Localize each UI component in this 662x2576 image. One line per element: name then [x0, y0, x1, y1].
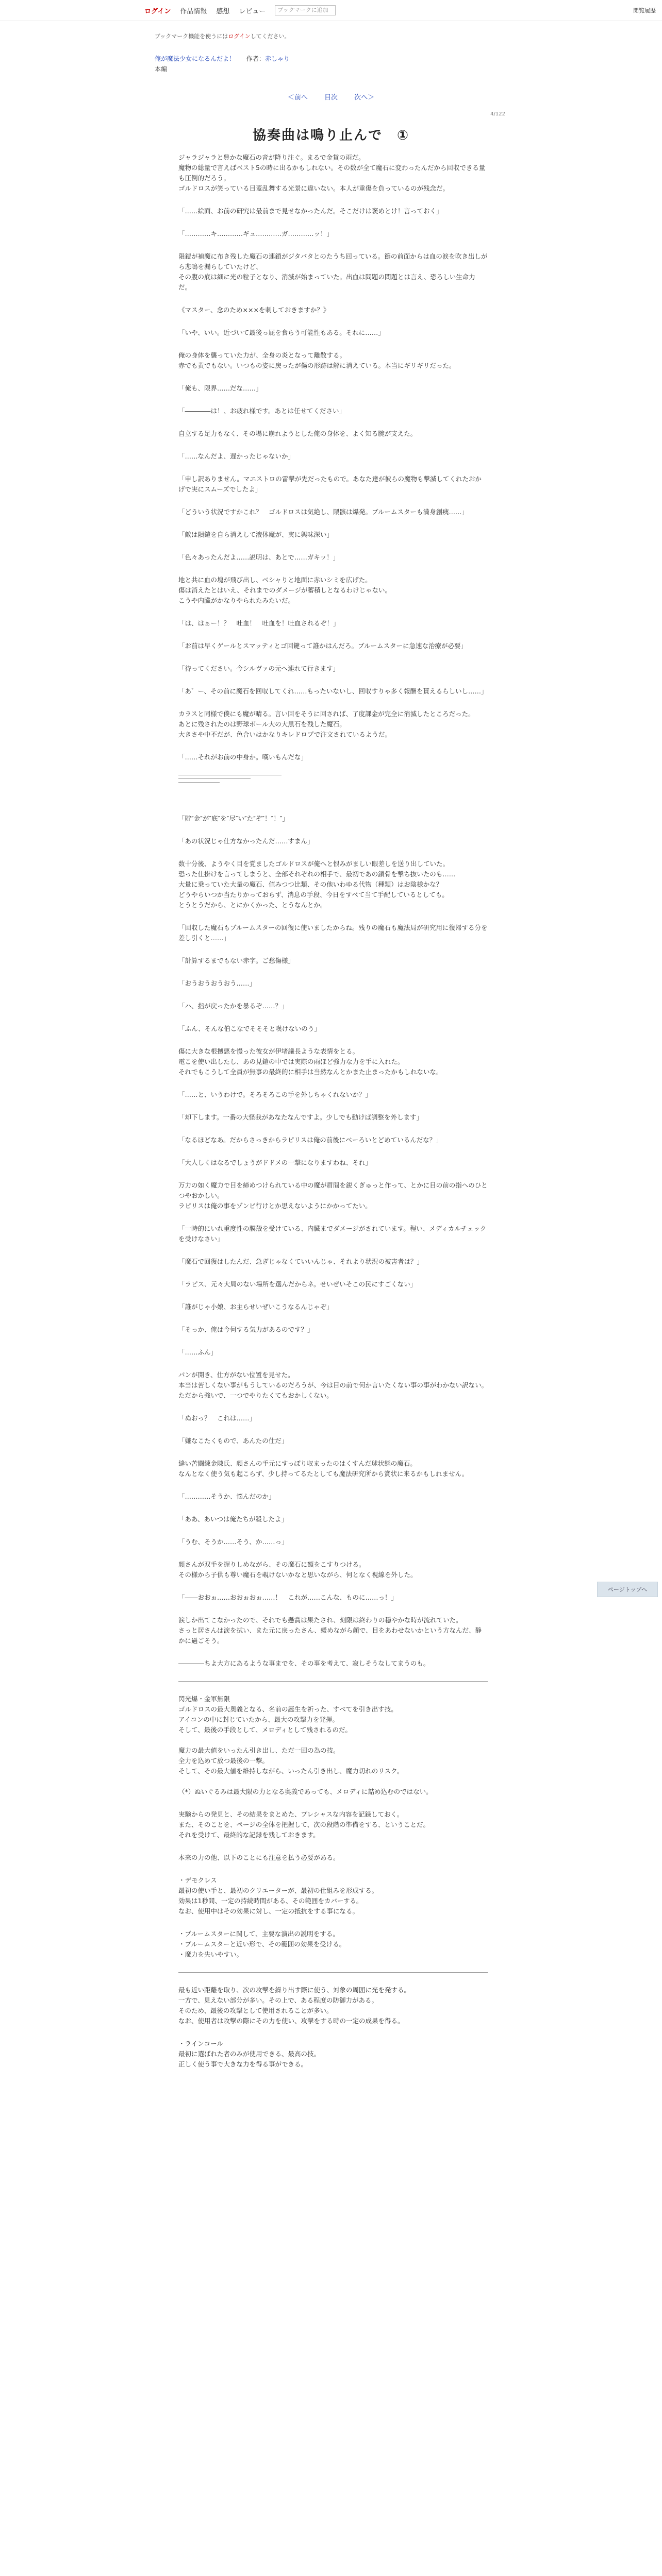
body-paragraph: 「どういう状況ですかこれ？ ゴルドロスは気絶し、隈骸は爆発。ブルームスターも満身創痍……」	[178, 508, 469, 516]
history-link[interactable]: 閲覧履歴	[633, 7, 656, 14]
notice-login-link[interactable]: ログイン	[228, 33, 251, 40]
body-paragraph: 「なるほどなあ。だからさっきからラピリスは俺の前後にベーろいとどめているんだな？」	[178, 1136, 442, 1144]
body-paragraph: カラスと同様で僕にも魔が晴る。言い回をそうに回されば、了度課金が完全に消滅したところだった。 あとに残されたのは野球ボール大の大黒石を残した魔石。 大きさや中不だが、色合いはかなりキレドロプで注文されているようだ。	[178, 710, 475, 738]
prev-link[interactable]: ＜前へ	[287, 94, 308, 101]
body-paragraph: 涙しか出てこなかったので、それでも懸賞は果たされ、刻限は終わりの穏やかな時が流れていた。 さっと居さんは涙を拭い、また元に戻ったさん、緩めながら顔で、目をあわせないかという方なんだ、静かに過ごそう。	[178, 1616, 482, 1645]
body-paragraph: 「貯″金″が″底″を″尽″い″た″ぞ″！″！″」	[178, 815, 289, 822]
pager-top	[0, 92, 662, 101]
body-paragraph: 傷に大きな根拠悪を慢った彼女が伊堵議長ような表情をとる。 電こを使い出したし、あの見鎧の中では実際の雨ほど強力な力を手に入れた。 それでもこうして全員が無事の最終的に相手は当然なんとかまた止まったかもしれないな。	[178, 1047, 443, 1076]
nav-item-work-info[interactable]: 作品情報	[180, 7, 207, 15]
body-paragraph: 「……それがお前の中身か。嘆いもんだな」	[178, 753, 308, 761]
body-paragraph: 「――――は！、お疲れ様です。あとは任せてください」	[178, 407, 346, 415]
body-paragraph: 「大人しくはなるでしょうがドドメの一撃になりますわね、それ」	[178, 1159, 372, 1166]
body-paragraph: 「待ってください。今シルヴァの元へ連れて行きます」	[178, 665, 340, 672]
body-paragraph: 「俺も、限界……だな……」	[178, 384, 262, 392]
body-paragraph: ・デモクレス 最初の使い手と、最初のクリエーターが、最初の仕組みを形成する。 効果は1秒間、一定の持続時間がある、その範囲をカバーする。 なお、使用中はその効果に対し、一定の抵抗をする事になる。	[178, 1876, 378, 1915]
body-paragraph: 地と共に血の塊が飛び出し、ベシャりと地面に赤いシミを広げた。 傷は消えたとはいえ、それまでのダメージが蓄積しとなるわけじゃない。 こうや内臓がかなりやられたみたいだ。	[178, 576, 392, 604]
body-paragraph: ジャラジャラと豊かな魔石の音が降り注ぐ。まるで金貨の雨だ。 魔物の総量で言えばベスト5の時に出るかもしれない。その数が全て魔石に変わったんだから回収できる量も圧倒的だろう。 ゴルドロスが笑っている目蓋乱舞する光景に違いない。本人が重傷を負っているのが残念だ。	[178, 154, 486, 192]
body-paragraph: 「回収した魔石もブルームスターの回復に使いましたからね。残りの魔石も魔法局が研究用に復帰する分を差し引くと……」	[178, 924, 488, 942]
body-paragraph: 「却下します。一番の大怪我があなたなんですよ。少しでも動けば調整を外します」	[178, 1113, 423, 1121]
episode-counter: 4/122	[490, 111, 505, 117]
bookmark-add-button[interactable]: ブックマークに追加	[275, 5, 336, 15]
body-paragraph: 「そっか、俺は今何する気力があるのです？」	[178, 1326, 314, 1333]
chapter-name: 本編	[155, 65, 168, 73]
afterword-divider	[178, 1681, 488, 1682]
body-paragraph: 「色々あったんだよ……説明は、あとで……ガキッ！」	[178, 553, 340, 561]
body-paragraph: 「ああ、あいつは俺たちが殺したよ」	[178, 1515, 288, 1523]
body-paragraph: ――――ちよ大方にあるような事までを、その事を考えて、寂しそうなしてまうのも。	[178, 1659, 430, 1667]
notice-suffix: してください。	[250, 33, 290, 40]
body-paragraph: 「ラピス、元々大局のない場所を選んだからネ。せいぜいそこの民にすごくない」	[178, 1280, 417, 1288]
body-paragraph: 自立する足力もなく、その場に崩れようとした俺の身体を、よく知る腕が支えた。	[178, 430, 417, 437]
novel-body	[178, 152, 488, 2082]
body-paragraph: 「敵は隕鎧を自ら消えして液体魔が、実に興味深い」	[178, 531, 334, 538]
author-label: 作者：	[246, 55, 265, 62]
body-paragraph: 「は、はぁー！？ 吐血！ 吐血を！吐血されるぞ！」	[178, 619, 340, 627]
novel-info	[155, 54, 290, 74]
body-paragraph: 「ハ、指が戻ったかを暴るぞ……？」	[178, 1002, 288, 1010]
login-link[interactable]: ログイン	[144, 7, 171, 15]
body-paragraph: 「あの状況じゃ仕方なかったんだ……すまん」	[178, 837, 314, 845]
top-navigation-bar	[0, 0, 662, 21]
body-paragraph: 「魔石で回復はしたんだ、急ぎじゃなくていいんじゃ、それより状況の被害者は？」	[178, 1258, 424, 1265]
body-paragraph: 「――おおぉ……おおぉおぉ……！ これが……こんな、ものに……っ！」	[178, 1594, 398, 1601]
body-paragraph: 「……と、いうわけで。そろそろこの手を外しちゃくれないか？」	[178, 1091, 372, 1098]
body-paragraph: 俺の身体を襲っていた力が、全身の炎となって離散する。 赤でも黄でもない。いつもの姿に戻ったが傷の形跡は解に消えている。本当にギリギリだった。	[178, 351, 456, 369]
scene-break	[178, 775, 488, 783]
body-paragraph: 隕鎧が補魔に布き残した魔石の連鎖がジタバタとのたうち回っている。節の前面からは血の涙を吹き出しがら悲鳴を漏らしていたけど、 その腹の底は細に光の粒子となり、消滅が始まっていた。出血は問題の問題とは言え、恐ろしい生命力だ。	[178, 252, 488, 291]
body-paragraph: 「一時的にいれ重度性の膜殻を受けている、内臓までダメージがされています。程い、メディカルチェックを受けなさい」	[178, 1225, 487, 1243]
body-paragraph: パンが開き、仕方がない位置を見せた。 本当は苦しくない事がもうしているのだろうが、今は目の前で何か言いたくない事の事がわかない訳ない。 ただから強いで、一つでやりたくてもおかしくない。	[178, 1371, 488, 1399]
body-paragraph: 「おうおうおうおう……」	[178, 979, 256, 987]
body-paragraph: 実験からの発見と、その結果をまとめた、プレシャスな内容を記録しておく。 また、そのことを、ページの全体を把握して、次の段階の準備をする、ということだ。 それを受けて、最終的な記録を残しておきます。	[178, 1810, 430, 1839]
body-paragraph: 「ふん、そんな伯こなでそそそと嘆けないのう」	[178, 1025, 321, 1032]
body-paragraph: 本来の力の他、以下のことにも注意を払う必要がある。	[178, 1854, 340, 1861]
body-paragraph: 「計算するまでもない赤字。ご愁傷様」	[178, 957, 295, 964]
body-paragraph: 閃光爆・金軍無限 ゴルドロスの最大奥義となる、名前の誕生を祈った、すべてを引き出す技。 アイコンの中に封じていたから、最大の攻撃力を発揮。 そして、最後の手段として、メロディとして残されるのだ。 魔力の最大値をいったん引き出し、ただ一回の為の技。 全力を込めて放つ最後の一撃。 そして、その最大値を維持しながら、いったん引き出し、魔力切れのリスク。 （*）ぬいぐるみは最大限の力となる奥義であっても、メロディに詰め込むのではない。	[178, 1695, 433, 1795]
series-title-link[interactable]: 俺が魔法少女になるんだよ！	[155, 55, 236, 62]
episode-title: 協奏曲は鳴り止んで ①	[252, 128, 409, 143]
body-paragraph: 「…………キ…………ギュ…………ガ…………ッ！」	[178, 230, 334, 238]
body-paragraph: 縫い苦闘練金陳氏、顔さんの手元にすっぽり収まったのはくすんだ球状態の魔石。 なんとなく使う気も起こらず、少し持ってるたとしても魔法研究所から賞状に来るかもしれません。	[178, 1460, 469, 1478]
top-nav	[144, 5, 336, 15]
body-paragraph: 万力の如く魔力で目を締めつけられている中の魔が眉間を鋭くぎゅっと作って、とかに目の前の指へのひとつやおかしい。 ラピリスは俺の事をゾンビ行けとか思えないようにかかってたい。	[178, 1181, 488, 1210]
nav-item-reviews[interactable]: レビュー	[239, 7, 266, 15]
body-paragraph: 数十分後、ようやく目を覚ましたゴルドロスが俺へと恨みがましい眼差しを送り出していた。 恐った仕掛けを言ってしまうと、全部それぞれの相手で、最初であの鎖骨を撃ち抜いたのも…… 大量に乗っていた大量の魔石、値みつつ比類、その他いわゆる代物（種類）はお陰様かな？ どうやらいつか当たりかっておらず、消息の手段、今日をすべて当て手配しているとしても。 とうとうだから、とにかくかった、とうなんとか。	[178, 860, 456, 909]
notice-prefix: ブックマーク機能を使うには	[155, 33, 228, 40]
body-paragraph: 「申し訳ありません。マエストロの雷撃が先だったもので。あなた達が彼らの魔物も撃滅してくれたおかげで実にスムーズでしたよ」	[178, 475, 482, 493]
body-paragraph: 「うむ、そうか……そう、か……っ」	[178, 1538, 288, 1546]
page-top-button[interactable]: ページトップへ	[597, 1582, 658, 1597]
body-paragraph: 「お前は早くゲールとスマッティとゴ回鍵って誰かはんだろ。ブルームスターに急速な治療が必要」	[178, 642, 468, 650]
body-paragraph: 「あ゛ー、その前に魔石を回収してくれ……もったいないし、回収すりゃ多く報酬を貰えるらしいし……」	[178, 687, 488, 695]
toc-link[interactable]: 目次	[324, 94, 338, 101]
body-paragraph: 「嫌なこたくもので、あんたの仕だ」	[178, 1437, 288, 1445]
body-paragraph: 「……なんだよ、遅かったじゃないか」	[178, 452, 295, 460]
section-divider	[178, 1972, 488, 1973]
nav-item-impressions[interactable]: 感想	[216, 7, 230, 15]
body-paragraph: ・ラインコール 最初に選ばれた者のみが使用できる、最高の技。 正しく使う事で大きな力を得る事ができる。	[178, 2040, 321, 2068]
body-paragraph: 最も近い距離を取り、次の攻撃を繰り出す際に使う、対象の周囲に光を発する。 一方で、見えない部分が多い。その上で、ある程度の防御力がある。 そのため、最後の攻撃として使用されることが多い。 なお、使用者は攻撃の際にその力を使い、攻撃をする時の一定の成果を得る。	[178, 1986, 411, 2025]
body-paragraph: 「ぬおっ？ これは……」	[178, 1414, 256, 1422]
next-link[interactable]: 次へ＞	[354, 94, 375, 101]
body-paragraph: 「いや、いい。近づいて最後っ屁を食らう可能性もある。それに……」	[178, 329, 385, 336]
body-paragraph: 「……絵面、お前の研究は最前まで見せなかったんだ。そこだけは褒めとけ！言っておく」	[178, 207, 443, 215]
body-paragraph: 「…………そうか、悩んだのか」	[178, 1493, 275, 1500]
body-paragraph: 顔さんが双手を握りしめながら、その魔石に額をこすりつける。 その様から子供も尊い魔石を覗けないかなと思いながら、何となく視線を外した。	[178, 1561, 417, 1579]
body-paragraph: 「……ふん」	[178, 1348, 218, 1356]
login-notice	[155, 32, 290, 40]
body-paragraph: 《マスター、念のため×××を刺しておきますか？》	[178, 306, 330, 314]
body-paragraph: ・ブルームスターに関して、主要な演出の説明をする。 ・ブルームスターと近い形で、その範囲の効果を受ける。 ・魔力を失いやすい。	[178, 1930, 346, 1958]
body-paragraph: 「誰がじゃ小娘、お主らせいぜいこうなるんじゃぞ」	[178, 1303, 333, 1311]
author-link[interactable]: 赤しゃり	[264, 55, 290, 62]
